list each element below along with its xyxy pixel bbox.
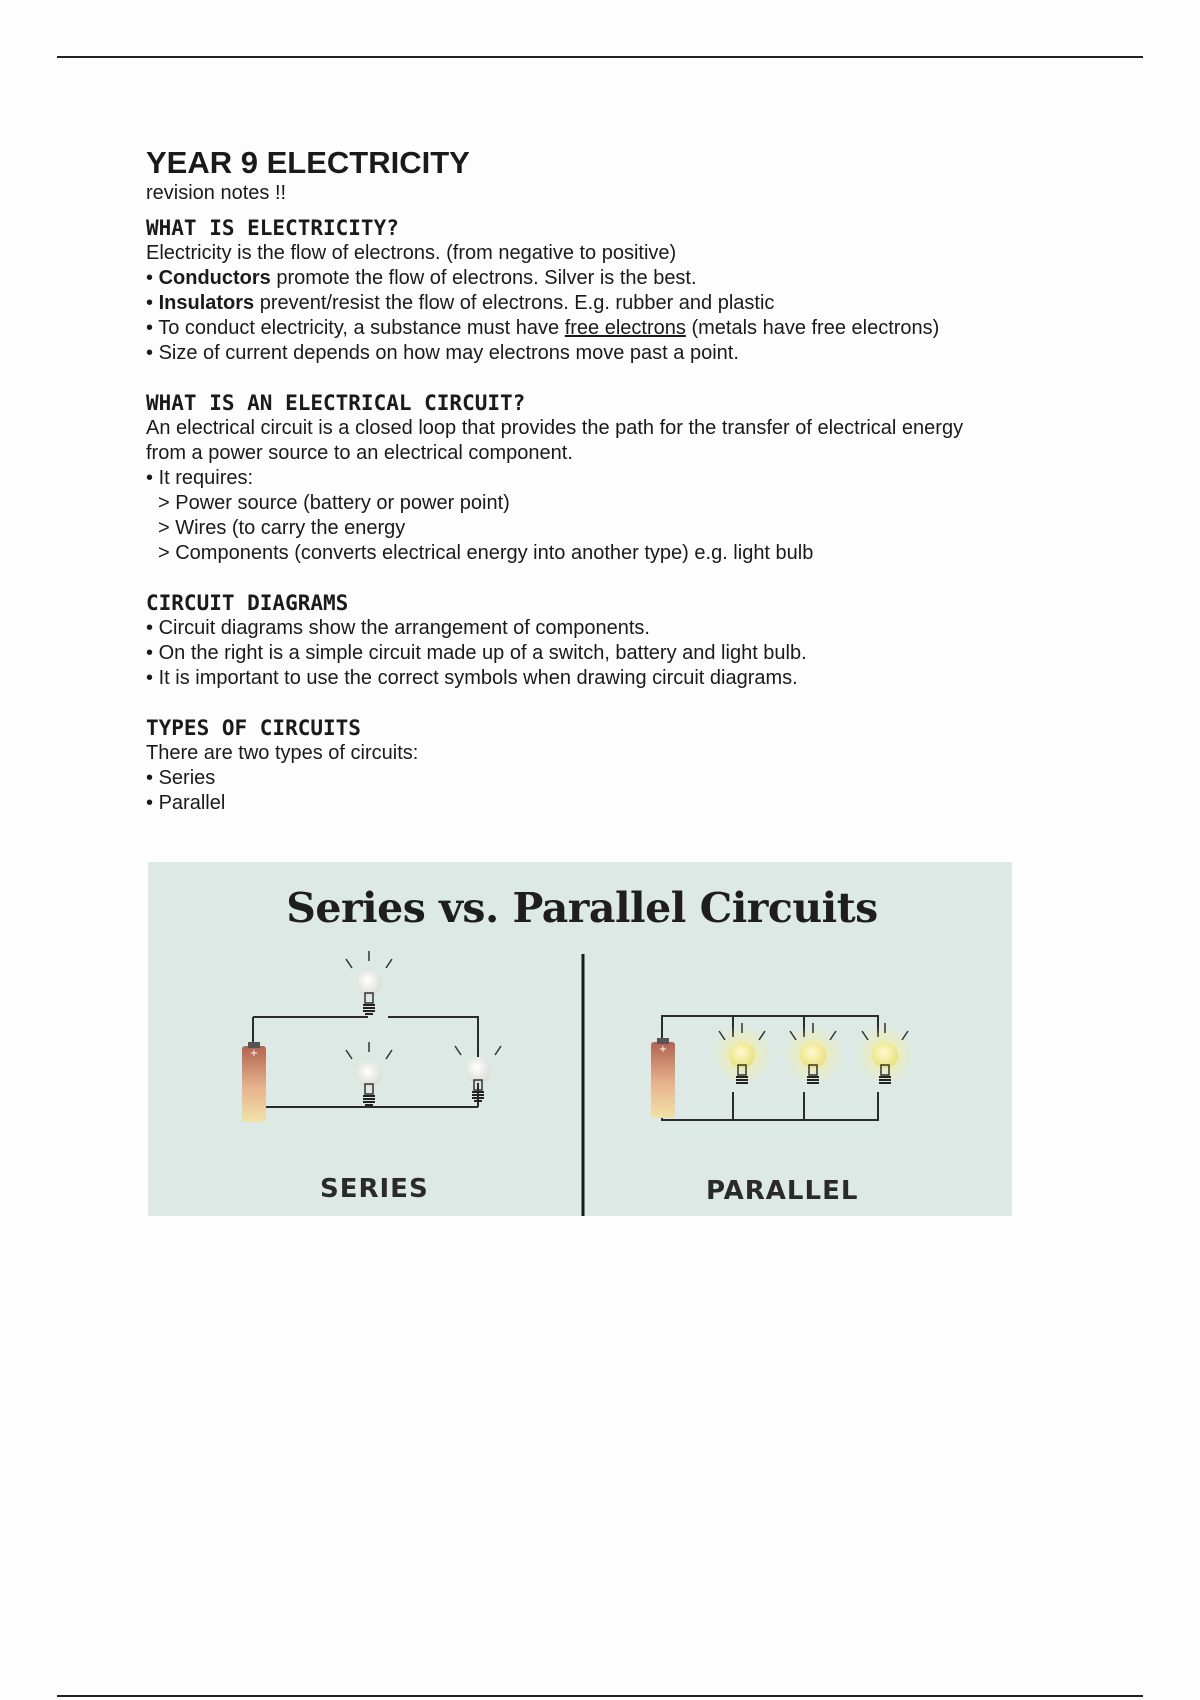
- series-battery: [242, 1042, 266, 1122]
- sub-list-item: > Wires (to carry the energy: [158, 517, 406, 539]
- svg-text:+: +: [658, 1044, 668, 1055]
- list-item: [146, 291, 1086, 316]
- diagrams-text-1: Circuit diagrams show the arrangement of components.: [158, 617, 650, 639]
- series-parallel-figure: [148, 862, 1012, 1216]
- parallel-battery: [651, 1038, 675, 1118]
- sub-list-item: > Components (converts electrical energy into another type) e.g. light bulb: [158, 542, 814, 564]
- series-label: SERIES: [320, 1174, 429, 1204]
- bullet: •: [146, 667, 154, 689]
- list-item: [146, 266, 1086, 291]
- figure-title: Series vs. Parallel Circuits: [286, 884, 878, 932]
- bullet: •: [146, 292, 154, 314]
- sub-list-item: > Power source (battery or power point): [158, 492, 510, 514]
- bullet: •: [146, 767, 154, 789]
- series-bulb-right: [455, 1038, 501, 1101]
- heading-circuit-diagrams: CIRCUIT DIAGRAMS: [146, 591, 349, 615]
- bullet: •: [146, 267, 154, 289]
- parallel-label: PARALLEL: [706, 1176, 859, 1206]
- series-bulb-middle: [346, 1042, 392, 1105]
- bullet: •: [146, 317, 154, 339]
- list-item: [146, 641, 1086, 666]
- heading-electrical-circuit: WHAT IS AN ELECTRICAL CIRCUIT?: [146, 391, 526, 415]
- list-item: [146, 666, 1086, 691]
- list-item: [146, 616, 1086, 641]
- circuit-intro-line2: from a power source to an electrical component.: [146, 442, 573, 464]
- list-item: [146, 791, 1086, 816]
- conductors-term: Conductors: [158, 267, 271, 289]
- circuit-intro-line1: An electrical circuit is a closed loop that provides the path for the transfer of electrical energy: [146, 417, 964, 439]
- bullet: •: [146, 617, 154, 639]
- diagrams-text-3: It is important to use the correct symbols when drawing circuit diagrams.: [158, 667, 798, 689]
- bullet: •: [146, 342, 154, 364]
- parallel-wires: [662, 1016, 878, 1120]
- svg-text:+: +: [249, 1048, 259, 1059]
- type-series: Series: [158, 767, 216, 789]
- list-item: [146, 341, 1086, 366]
- top-rule: [57, 56, 1143, 58]
- free-electrons-term: free electrons: [564, 317, 686, 339]
- conductors-text: promote the flow of electrons. Silver is the best.: [270, 267, 697, 289]
- parallel-bulb-2: [783, 1023, 843, 1085]
- diagrams-text-2: On the right is a simple circuit made up of a switch, battery and light bulb.: [158, 642, 807, 664]
- parallel-bulb-1: [712, 1023, 772, 1085]
- series-bulb-top: [346, 951, 392, 1014]
- page-subtitle: revision notes !!: [146, 182, 287, 204]
- list-item: [146, 466, 1086, 491]
- current-size-text: Size of current depends on how may electrons move past a point.: [158, 342, 739, 364]
- list-item: [146, 766, 1086, 791]
- bullet: •: [146, 467, 154, 489]
- heading-types-of-circuits: TYPES OF CIRCUITS: [146, 716, 361, 740]
- electricity-intro: Electricity is the flow of electrons. (from negative to positive): [146, 242, 677, 264]
- conduct-text-pre: To conduct electricity, a substance must have: [158, 317, 565, 339]
- insulators-text: prevent/resist the flow of electrons. E.g. rubber and plastic: [254, 292, 775, 314]
- bullet: •: [146, 642, 154, 664]
- insulators-term: Insulators: [158, 292, 255, 314]
- conduct-text-post: (metals have free electrons): [685, 317, 940, 339]
- document-body: [146, 145, 1086, 816]
- list-item: [146, 316, 1086, 341]
- page-title: YEAR 9 ELECTRICITY: [146, 145, 470, 180]
- parallel-bulb-3: [855, 1023, 915, 1085]
- heading-what-is-electricity: WHAT IS ELECTRICITY?: [146, 216, 399, 240]
- type-parallel: Parallel: [158, 792, 226, 814]
- types-intro: There are two types of circuits:: [146, 742, 419, 764]
- requires-text: It requires:: [158, 467, 254, 489]
- bottom-rule: [57, 1695, 1143, 1697]
- bullet: •: [146, 792, 154, 814]
